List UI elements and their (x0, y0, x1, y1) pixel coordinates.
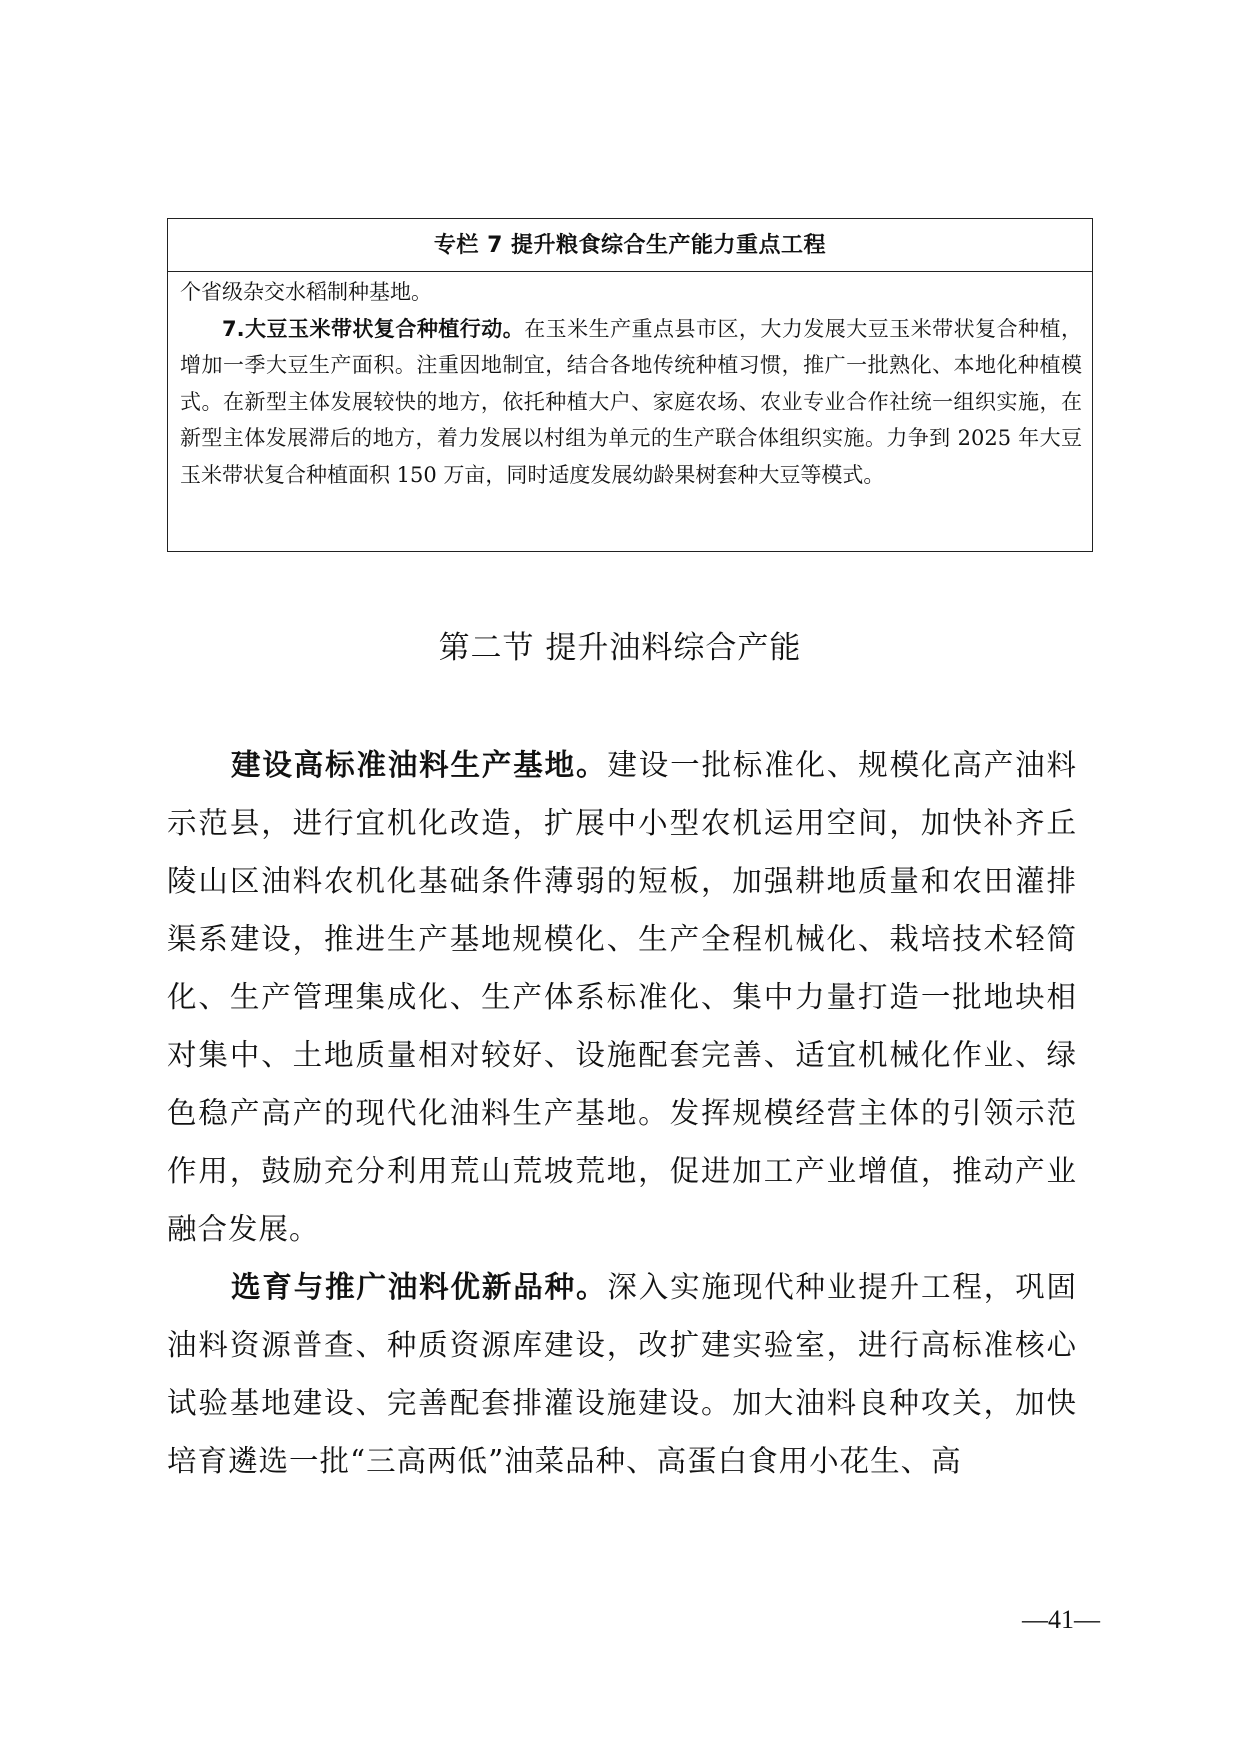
column-item-7 (180, 311, 1082, 494)
paragraph-oil-base (167, 736, 1077, 1258)
paragraph-oil-base-text: 建设一批标准化、规模化高产油料示范县，进行宜机化改造，扩展中小型农机运用空间，加快补齐丘陵山区油料农机化基础条件薄弱的短板，加强耕地质量和农田灌排渠系建设，推进生产基地规模化、生产全程机械化、栽培技术轻简化、生产管理集成化、生产体系标准化、集中力量打造一批地块相对集中、土地质量相对较好、设施配套完善、适宜机械化作业、绿色稳产高产的现代化油料生产基地。发挥规模经营主体的引领示范作用，鼓励充分利用荒山荒坡荒地，促进加工产业增值，推动产业融合发展。 (167, 748, 1077, 1246)
paragraph-oil-varieties-text: 深入实施现代种业提升工程，巩固油料资源普查、种质资源库建设，改扩建实验室，进行高标准核心试验基地建设、完善配套排灌设施建设。加大油料良种攻关，加快培育遴选一批“三高两低”油菜品种、高蛋白食用小花生、高 (167, 1270, 1077, 1478)
main-body (167, 736, 1077, 1490)
column-box (167, 218, 1093, 552)
section-title: 第二节 提升油料综合产能 (438, 630, 802, 666)
page-number: —41— (1022, 1605, 1100, 1634)
column-item-7-lead: 7.大豆玉米带状复合种植行动。 (222, 316, 525, 341)
column-item-7-text: 在玉米生产重点县市区，大力发展大豆玉米带状复合种植，增加一季大豆生产面积。注重因地制宜，结合各地传统种植习惯，推广一批熟化、本地化种植模式。在新型主体发展较快的地方，依托种植大户、家庭农场、农业专业合作社统一组织实施，在新型主体发展滞后的地方，着力发展以村组为单元的生产联合体组织实施。力争到 2025 年大豆玉米带状复合种植面积 150 万亩，同时适度发展幼龄果树套种大豆等模式。 (180, 316, 1082, 487)
paragraph-oil-varieties-lead: 选育与推广油料优新品种。 (231, 1270, 608, 1304)
column-box-body (168, 272, 1092, 493)
column-box-title: 专栏 7 提升粮食综合生产能力重点工程 (168, 219, 1092, 272)
paragraph-oil-base-lead: 建设高标准油料生产基地。 (231, 748, 608, 782)
column-continued-line: 个省级杂交水稻制种基地。 (180, 280, 432, 304)
paragraph-oil-varieties (167, 1258, 1077, 1490)
